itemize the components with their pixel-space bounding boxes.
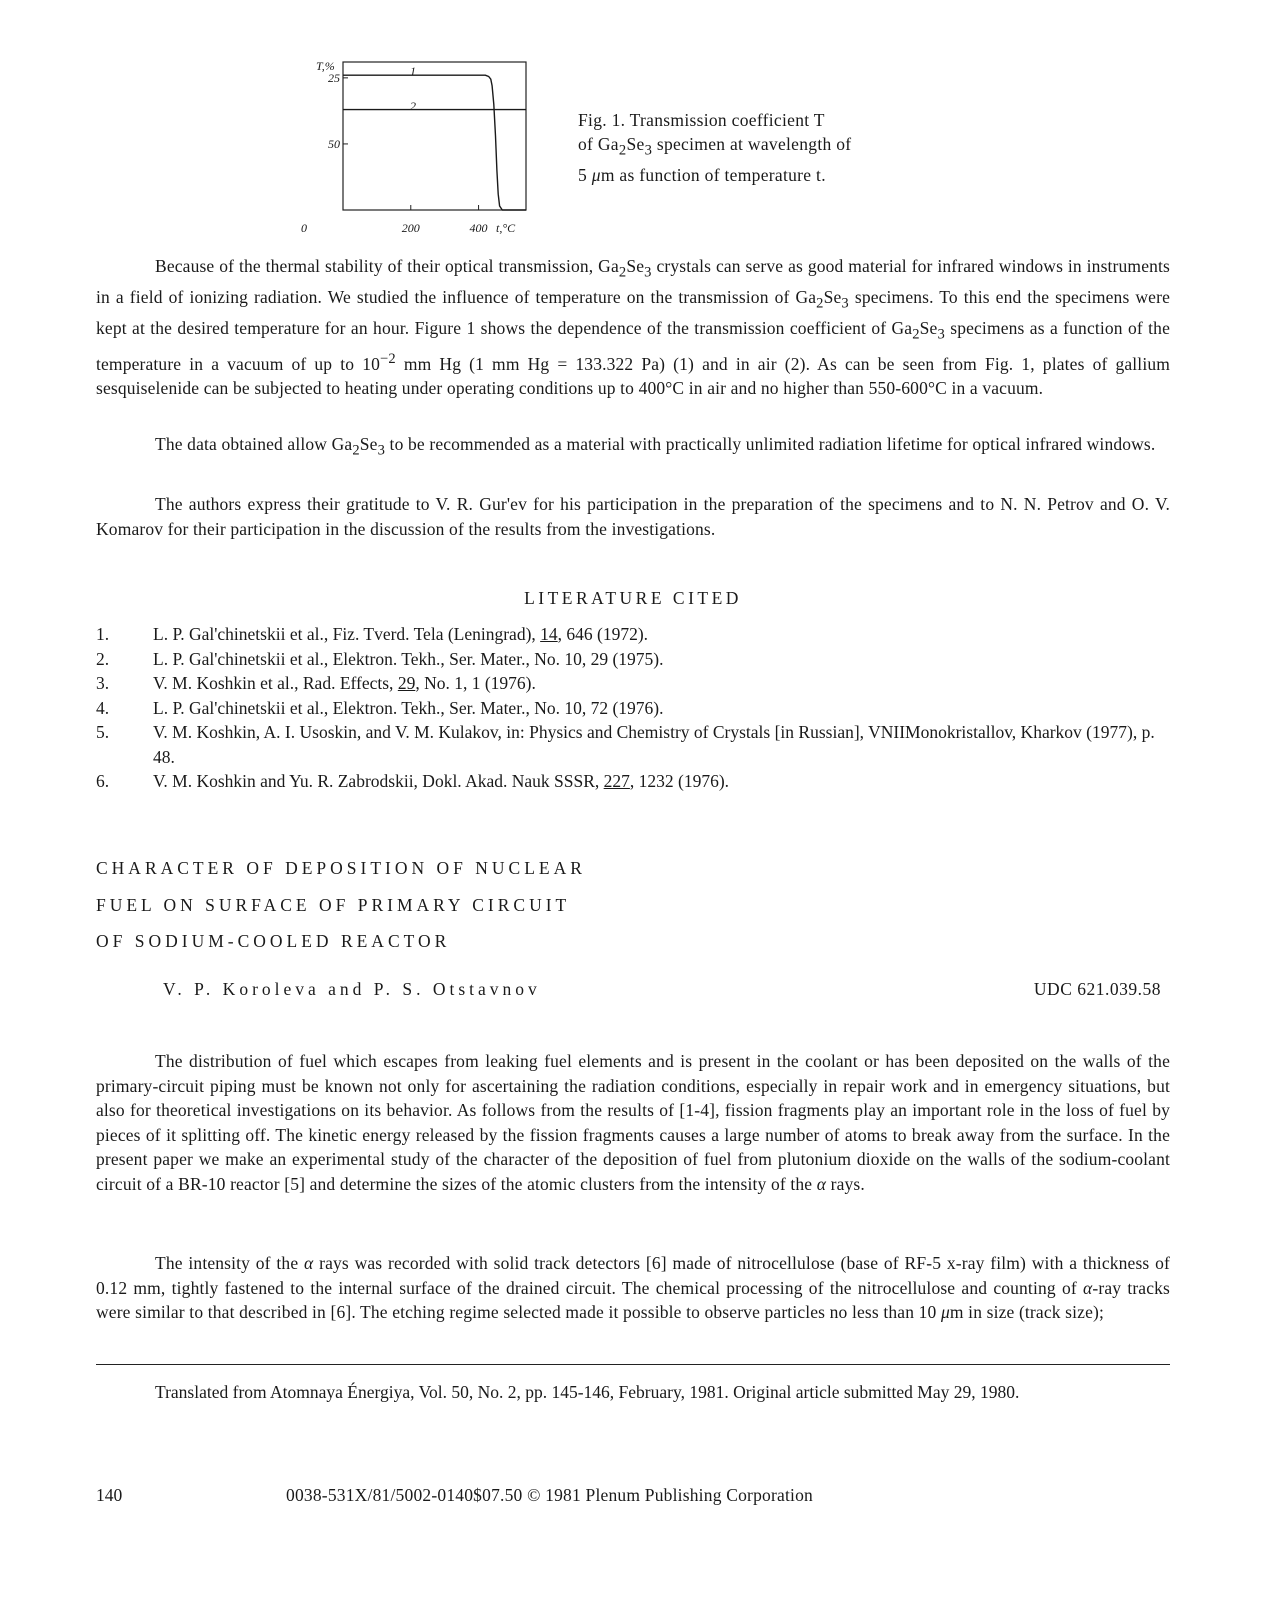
- footnote-divider: [96, 1364, 1170, 1365]
- y-tick-label: 25: [328, 70, 340, 85]
- reference-item: 2. L. P. Gal'chinetskii et al., Elektron. Tekh., Ser. Mater., No. 10, 29 (1975).: [96, 648, 664, 669]
- transmission-chart: [300, 52, 550, 242]
- paragraph-thermal-stability: Because of the thermal stability of their optical transmission, $Ga_2Se_3$ crystals can serve as good material for infrared windows in instruments in a field of ionizing radiation. We studied the influence of temperature on the transmission of $Ga_2Se_3$ specimens. To this end the specimens were kept at the desired temperature for an hour. Figure 1 shows the dependence of the transmission coefficient of $Ga_2Se_3$ specimens as a function of the temperature in a vacuum of up to $10^{-2}$ mm Hg (1 mm Hg = 133.322 Pa) (1) and in air (2). As can be seen from Fig. 1, plates of gallium sesquiselenide can be subjected to heating under operating conditions up to 400°C in air and no higher than 550-600°C in a vacuum.: [96, 256, 1171, 399]
- x-axis-label: t,°C: [496, 221, 516, 235]
- x-tick-label: 200: [401, 221, 420, 235]
- series-line-1: [343, 75, 526, 210]
- reference-item: 5. V. M. Koshkin, A. I. Usoskin, and V. M. Kulakov, in: Physics and Chemistry of Crystals [in Russian], VNIIMonokristallov, Kharkov (1977), p. 48.: [96, 722, 1155, 767]
- reference-item: 6. V. M. Koshkin and Yu. R. Zabrodskii, Dokl. Akad. Nauk SSSR, 227, 1232 (1976).: [96, 771, 730, 791]
- paragraph-acknowledgments: The authors express their gratitude to V. R. Gur'ev for his participation in the preparation of the specimens and to N. N. Petrov and O. V. Komarov for their participation in the discussion of the results from the investigations.: [96, 494, 1170, 539]
- caption-line-3: 5 μm as function of temperature t.: [578, 164, 826, 185]
- reference-item: 4. L. P. Gal'chinetskii et al., Elektron. Tekh., Ser. Mater., No. 10, 72 (1976).: [96, 697, 664, 718]
- y-tick-label: 50: [328, 136, 340, 151]
- page-number: 140: [96, 1485, 123, 1505]
- y-axis-label: T,%: [316, 59, 335, 73]
- figure-caption: [578, 108, 958, 187]
- article-authors: V. P. Koroleva and P. S. Otstavnov: [163, 979, 541, 999]
- copyright-line: 0038-531X/81/5002-0140$07.50 © 1981 Plenum Publishing Corporation: [286, 1485, 813, 1505]
- paragraph-alpha-intensity: The intensity of the α rays was recorded with solid track detectors [6] made of nitrocellulose (base of RF-5 x-ray film) with a thickness of 0.12 mm, tightly fastened to the internal surface of the drained circuit. The chemical processing of the nitrocellulose and counting of α-ray tracks were similar to that described in [6]. The etching regime selected made it possible to observe particles no less than 10 μm in size (track size);: [96, 1253, 1171, 1322]
- reference-item: 1. L. P. Gal'chinetskii et al., Fiz. Tverd. Tela (Leningrad), 14, 646 (1972).: [96, 624, 649, 644]
- x-tick-0: 0: [301, 221, 307, 235]
- references-list: [96, 622, 1176, 794]
- figure-1: [300, 52, 550, 242]
- translation-footnote: Translated from Atomnaya Énergiya, Vol. 50, No. 2, pp. 145-146, February, 1981. Original article submitted May 29, 1980.: [155, 1382, 1020, 1402]
- article-title-line-3: OF SODIUM-COOLED REACTOR: [96, 931, 451, 951]
- paragraph-recommendation: The data obtained allow $Ga_2Se_3$ to be recommended as a material with practically unlimited radiation lifetime for optical infrared windows.: [155, 434, 1156, 459]
- curve-label-2: 2: [410, 99, 416, 113]
- literature-heading: LITERATURE CITED: [524, 588, 742, 608]
- paragraph-fuel-distribution: The distribution of fuel which escapes from leaking fuel elements and is present in the coolant or has been deposited on the walls of the primary-circuit piping must be known not only for ascertaining the radiation conditions, especially in repair work and in emergency situations, but also for theoretical investigations on its behavior. As follows from the results of [1-4], fission fragments play an important role in the loss of fuel by pieces of it splitting off. The kinetic energy released by the fission fragments causes a large number of atoms to break away from the surface. In the present paper we make an experimental study of the character of the deposition of fuel from plutonium dioxide on the walls of the sodium-coolant circuit of a BR-10 reactor [5] and determine the sizes of the atomic clusters from the intensity of the α rays.: [96, 1051, 1170, 1194]
- udc-code: UDC 621.039.58: [1033, 979, 1161, 999]
- x-tick-label: 400: [469, 221, 488, 235]
- caption-line-2: of $Ga_2Se_3$ specimen at wavelength of: [578, 134, 852, 159]
- article-title-line-1: CHARACTER OF DEPOSITION OF NUCLEAR: [96, 858, 586, 878]
- caption-line-1: Fig. 1. Transmission coefficient T: [578, 110, 825, 130]
- curve-label-1: 1: [410, 64, 416, 78]
- reference-item: 3. V. M. Koshkin et al., Rad. Effects, 29, No. 1, 1 (1976).: [96, 673, 536, 693]
- article-title-line-2: FUEL ON SURFACE OF PRIMARY CIRCUIT: [96, 895, 571, 915]
